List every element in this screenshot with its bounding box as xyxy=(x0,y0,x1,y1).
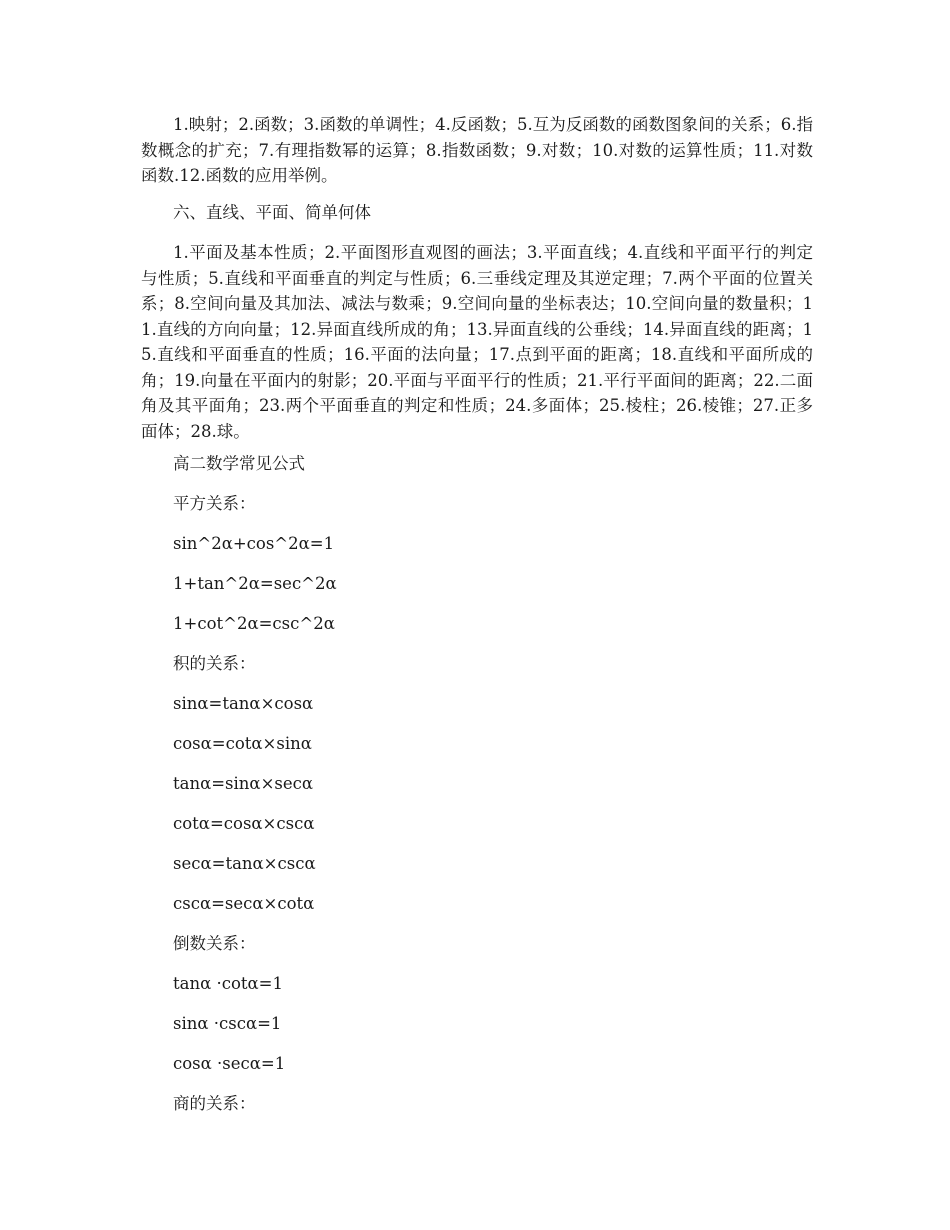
function-topics-paragraph: 1.映射；2.函数；3.函数的单调性；4.反函数；5.互为反函数的函数图象间的关系；6.指数概念的扩充；7.有理指数幂的运算；8.指数函数；9.对数；10.对数的运算性质；11.对数函数.12.函数的应用举例。 xyxy=(141,115,813,185)
reciprocal-formula: sinα ·cscα=1 xyxy=(173,1014,282,1033)
geometry-topics-paragraph: 1.平面及基本性质；2.平面图形直观图的画法；3.平面直线；4.直线和平面平行的判定与性质；5.直线和平面垂直的判定与性质；6.三垂线定理及其逆定理；7.两个平面的位置关系；8.空间向量及其加法、减法与数乘；9.空间向量的坐标表达；10.空间向量的数量积；11.直线的方向向量；12.异面直线所成的角；13.异面直线的公垂线；14.异面直线的距离；15.直线和平面垂直的性质；16.平面的法向量；17.点到平面的距离；18.直线和平面所成的角；19.向量在平面内的射影；20.平面与平面平行的性质；21.平行平面间的距离；22.二面角及其平面角；23.两个平面垂直的判定和性质；24.多面体；25.棱柱；26.棱锥；27.正多面体；28.球。 xyxy=(141,243,813,441)
product-formula: tanα=sinα×secα xyxy=(173,774,314,793)
reciprocal-relations-heading: 倒数关系： xyxy=(173,934,256,953)
square-relations-heading: 平方关系： xyxy=(173,494,256,513)
square-formula: 1+cot^2α=csc^2α xyxy=(173,614,335,633)
reciprocal-formula: cosα ·secα=1 xyxy=(173,1054,286,1073)
section-six-heading: 六、直线、平面、简单何体 xyxy=(173,203,371,222)
quotient-relations-heading: 商的关系： xyxy=(173,1094,256,1113)
product-formula: secα=tanα×cscα xyxy=(173,854,316,873)
product-formula: cosα=cotα×sinα xyxy=(173,734,312,753)
square-formula: 1+tan^2α=sec^2α xyxy=(173,574,337,593)
product-formula: cscα=secα×cotα xyxy=(173,894,315,913)
square-formula: sin^2α+cos^2α=1 xyxy=(173,534,335,553)
product-relations-heading: 积的关系： xyxy=(173,654,256,673)
product-formula: sinα=tanα×cosα xyxy=(173,694,314,713)
product-formula: cotα=cosα×cscα xyxy=(173,814,315,833)
reciprocal-formula: tanα ·cotα=1 xyxy=(173,974,283,993)
formulas-title: 高二数学常见公式 xyxy=(173,454,305,473)
